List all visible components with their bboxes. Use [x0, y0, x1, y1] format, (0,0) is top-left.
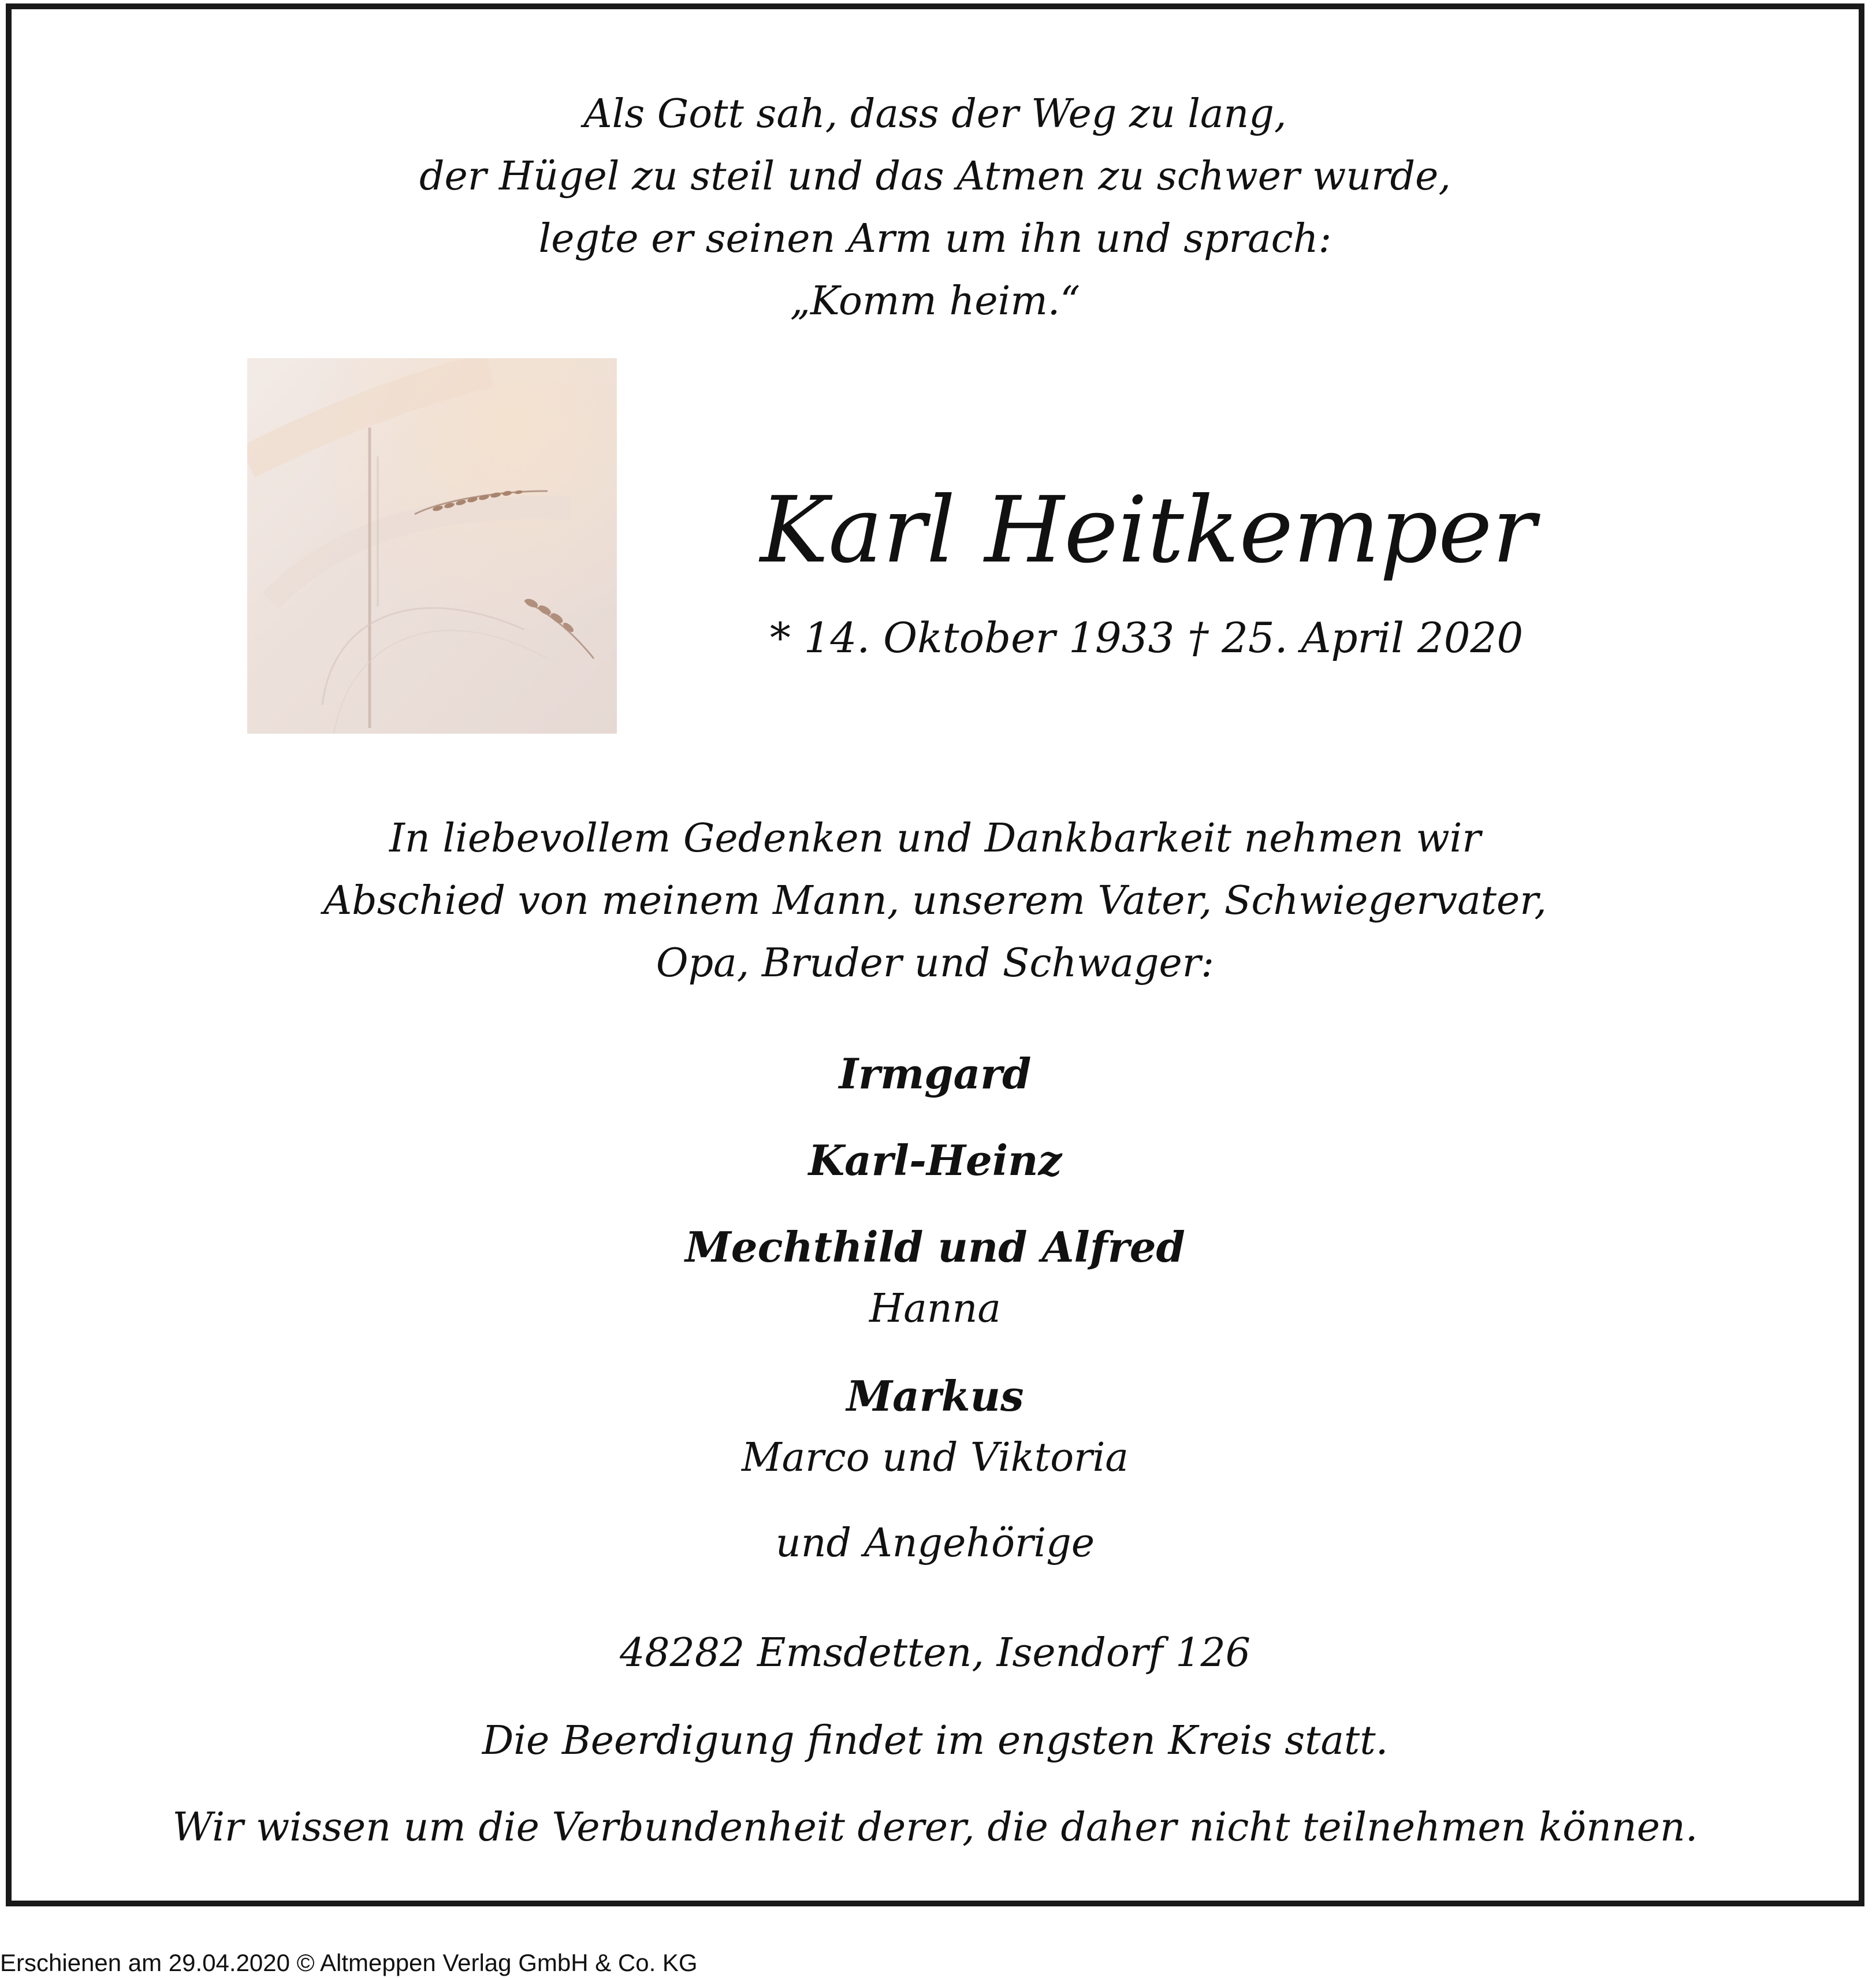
remembrance-line-3: Opa, Bruder und Schwager: [656, 940, 1215, 986]
closing-note: Wir wissen um die Verbundenheit derer, die daher nicht teilnehmen können. [172, 1805, 1698, 1850]
mourner-subname: Hanna [869, 1286, 1001, 1332]
funeral-note: Die Beerdigung findet im engsten Kreis statt. [482, 1718, 1389, 1764]
publication-footer: Erschienen am 29.04.2020 © Altmeppen Verlag GmbH & Co. KG [0, 1949, 698, 1976]
address: 48282 Emsdetten, Isendorf 126 [620, 1630, 1250, 1676]
mourner-subname: Marco und Viktoria [742, 1435, 1129, 1481]
remembrance-line-2: Abschied von meinem Mann, unserem Vater, Schwiegervater, [323, 878, 1547, 924]
mourner-name: Karl-Heinz [808, 1136, 1062, 1185]
remembrance-line-1: In liebevollem Gedenken und Dankbarkeit nehmen wir [389, 816, 1481, 861]
life-dates: * 14. Oktober 1933 † 25. April 2020 [769, 614, 1524, 662]
wheat-stalk-photo [247, 358, 617, 734]
verse-line-1: Als Gott sah, dass der Weg zu lang, [583, 91, 1287, 137]
mourner-name: Irmgard [839, 1049, 1032, 1098]
mourner-name: Mechthild und Alfred [685, 1222, 1185, 1271]
verse-line-2: der Hügel zu steil und das Atmen zu schwer wurde, [419, 154, 1451, 199]
mourner-name: Markus [846, 1371, 1024, 1421]
obituary-frame [6, 3, 1864, 1906]
verse-line-4: „Komm heim.“ [790, 278, 1081, 324]
relatives-line: und Angehörige [775, 1520, 1095, 1566]
verse-line-3: legte er seinen Arm um ihn und sprach: [538, 216, 1332, 262]
deceased-name: Karl Heitkemper [760, 477, 1536, 583]
